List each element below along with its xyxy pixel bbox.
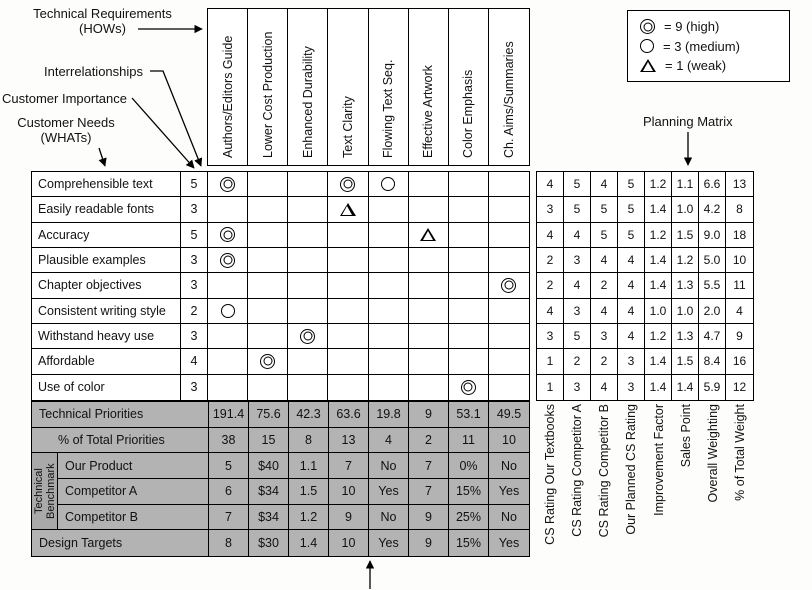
relationship-cell [328,172,368,197]
legend-item [640,39,777,54]
planning-cell: 1.2 [645,172,672,197]
relationship-cell [288,223,328,248]
high-relationship-icon [501,278,516,293]
relationship-cell [288,324,328,349]
relationship-cell [369,375,409,400]
technical-benchmark-label: Technical Benchmark [32,463,57,520]
planning-cell: 5.5 [699,273,726,298]
planning-cell: 4 [618,273,645,298]
benchmark-value: 0% [449,453,489,479]
planning-cell: 4 [591,248,618,273]
relationship-cell [328,273,368,298]
weak-relationship-icon [420,228,436,241]
planning-cell: 4.2 [699,197,726,222]
relationship-cell [328,197,368,222]
arrow-to-customer-importance [132,98,194,168]
technical-requirements-header [207,8,530,166]
legend-label: = 1 (weak) [665,57,727,73]
customer-importance-value: 3 [181,248,207,273]
whats-label: (WHATs) [40,130,92,145]
planning-column-label: Our Planned CS Rating [624,404,639,535]
planning-cell: 8.4 [699,349,726,374]
relationship-cell [208,248,248,273]
relationship-cell [369,248,409,273]
technical-requirement-column [208,9,248,165]
planning-cell: 5 [618,223,645,248]
planning-cell: 4 [591,172,618,197]
benchmark-row-label: Competitor A [58,479,209,505]
technical-priority-value: 75.6 [249,402,289,428]
planning-cell: 12 [732,380,747,395]
relationship-cell [409,375,449,400]
planning-cell: 3 [618,375,645,400]
relationship-cell [328,324,368,349]
planning-cell: 3 [564,299,591,324]
planning-cell: 4 [537,172,564,197]
customer-importance-value: 5 [181,172,207,197]
planning-cell: 4 [591,375,618,400]
customer-need-label: Plausible examples [32,248,181,273]
customer-need-label: Withstand heavy use [32,324,181,349]
customer-needs-label: Customer Needs [17,115,115,130]
relationship-cell [288,197,328,222]
relationship-cell [208,375,248,400]
planning-cell: 18 [726,223,753,248]
relationship-cell [449,197,489,222]
planning-cell: 1.5 [672,349,699,374]
planning-cell: 3 [564,248,591,273]
relationship-cell [328,375,368,400]
benchmark-row-label: Our Product [58,453,209,479]
customer-importance-value: 3 [181,273,207,298]
design-target-value: 10 [329,530,369,556]
relationship-cell [369,197,409,222]
benchmark-value: 7 [409,479,449,505]
planning-cell: 5 [564,197,591,222]
pct-total-priorities-label: % of Total Priorities [32,428,209,454]
relationship-cell [449,248,489,273]
technical-requirement-column [288,9,328,165]
customer-importance-value: 2 [181,299,207,324]
high-relationship-icon [300,329,315,344]
planning-cell: 1.4 [672,375,699,400]
high-relationship-icon [220,177,235,192]
planning-cell: 3 [618,349,645,374]
relationship-cell [288,248,328,273]
benchmark-value: 1.2 [289,505,329,531]
planning-cell: 4 [537,223,564,248]
planning-cell: 2 [591,349,618,374]
relationship-cell [489,349,529,374]
planning-cell: 4.7 [699,324,726,349]
design-target-value: $30 [249,530,289,556]
benchmark-row-label: Competitor B [58,505,209,531]
planning-cell: 4 [618,299,645,324]
technical-requirement-column [449,9,489,165]
relationship-cell [489,172,529,197]
design-targets-label: Design Targets [32,530,209,556]
weak-relationship-icon [340,203,356,216]
customer-need-label: Affordable [32,349,181,374]
technical-requirements-annotation [15,6,190,36]
technical-priority-value: 53.1 [449,402,489,428]
planning-cell: 5.9 [699,375,726,400]
relationship-cell [449,223,489,248]
planning-cell: 1.2 [645,223,672,248]
planning-cell: 1.4 [645,273,672,298]
technical-requirement-column [369,9,409,165]
planning-cell: 16 [726,349,753,374]
planning-cell: 2 [564,349,591,374]
technical-requirement-label: Effective Artwork [421,65,436,158]
design-target-value: 15% [449,530,489,556]
planning-cell: 4 [618,248,645,273]
technical-priority-value: 9 [409,402,449,428]
planning-cell: 13 [726,172,753,197]
planning-cell: 1.3 [672,324,699,349]
technical-requirement-label: Ch. Aims/Summaries [501,41,516,158]
benchmark-value: 15% [449,479,489,505]
relationship-cell [489,375,529,400]
high-symbol-icon [640,19,655,34]
customer-importance-value: 3 [181,324,207,349]
relationship-cell [248,172,288,197]
planning-cell: 5 [618,172,645,197]
medium-relationship-icon [381,177,395,191]
planning-column-label: Overall Weighting [706,404,721,503]
technical-section [31,401,530,557]
pct-total-priority-value: 13 [329,428,369,454]
benchmark-value: No [489,453,529,479]
relationship-cell [288,299,328,324]
relationship-cell [489,324,529,349]
planning-cell: 9.0 [699,223,726,248]
relationship-cell [449,299,489,324]
planning-cell: 1.4 [645,349,672,374]
relationship-cell [369,223,409,248]
benchmark-value: 9 [409,505,449,531]
planning-cell: 5 [564,172,591,197]
pct-total-priority-value: 4 [369,428,409,454]
relationship-cell [288,273,328,298]
benchmark-value: 9 [329,505,369,531]
relationship-cell [409,223,449,248]
benchmark-value: 7 [329,453,369,479]
planning-cell: 1.0 [645,299,672,324]
planning-cell: 2.0 [699,299,726,324]
planning-cell: 1 [537,349,564,374]
customer-need-label: Use of color [32,375,181,400]
high-relationship-icon [260,354,275,369]
planning-cell: 2 [537,273,564,298]
relationship-cell [489,197,529,222]
technical-requirement-column [328,9,368,165]
benchmark-value: No [369,453,409,479]
planning-cell: 4 [537,299,564,324]
planning-column-label: Sales Point [678,404,693,468]
relationship-cell [208,197,248,222]
planning-cell: 2 [591,273,618,298]
relationship-cell [449,349,489,374]
benchmark-value: 25% [449,505,489,531]
relationship-cell [489,248,529,273]
planning-cell: 1.0 [672,299,699,324]
planning-cell: 1 [537,375,564,400]
relationship-cell [208,273,248,298]
pct-total-priority-value: 10 [489,428,529,454]
planning-cell: 6.6 [699,172,726,197]
high-relationship-icon [220,227,235,242]
technical-requirement-label: Text Clarity [340,96,355,158]
pct-total-priority-value: 11 [449,428,489,454]
customer-need-label: Consistent writing style [32,299,181,324]
planning-cell: 10 [726,248,753,273]
planning-cell: 1.1 [672,172,699,197]
planning-cell: 1.0 [672,197,699,222]
technical-requirement-column [489,9,529,165]
technical-requirements-label: Technical Requirements [33,6,172,21]
planning-cell: 11 [726,273,753,298]
arrow-to-interrelationships [150,71,201,166]
legend-item [640,19,777,34]
benchmark-value: 6 [209,479,249,505]
planning-column-label: CS Rating Competitor A [569,404,584,537]
relationship-cell [489,299,529,324]
benchmark-value: Yes [369,479,409,505]
planning-cell: 5 [564,324,591,349]
planning-matrix [536,171,754,401]
technical-priority-value: 19.8 [369,402,409,428]
design-target-value: Yes [369,530,409,556]
relationship-cell [409,248,449,273]
relationship-cell [248,375,288,400]
high-relationship-icon [461,380,476,395]
arrow-to-customer-needs [99,148,105,166]
relationship-cell [369,299,409,324]
relationship-cell [369,349,409,374]
relationship-cell [288,375,328,400]
planning-matrix-annotation: Planning Matrix [643,114,733,129]
planning-cell: 1.3 [672,273,699,298]
technical-requirement-column [248,9,288,165]
legend [627,10,790,82]
planning-cell: 4 [564,273,591,298]
planning-column-label: CS Rating Our Textbooks [542,404,557,545]
customer-importance-value: 4 [181,349,207,374]
design-target-value: 8 [209,530,249,556]
pct-total-priority-value: 8 [289,428,329,454]
design-target-value: 9 [409,530,449,556]
planning-cell: 4 [618,324,645,349]
planning-cell: 5.0 [699,248,726,273]
customer-importance-value: 3 [181,197,207,222]
weak-symbol-icon [640,59,656,72]
planning-cell: 1.4 [645,197,672,222]
benchmark-value: No [369,505,409,531]
relationship-cell [449,375,489,400]
design-target-value: 1.4 [289,530,329,556]
planning-cell: 1.5 [672,223,699,248]
relationship-cell [248,248,288,273]
hows-label: (HOWs) [79,21,126,36]
interrelationships-annotation: Interrelationships [44,64,143,79]
customer-need-label: Chapter objectives [32,273,181,298]
relationship-cell [248,299,288,324]
technical-requirement-label: Enhanced Durability [300,46,315,158]
customer-importance-annotation: Customer Importance [2,91,127,106]
planning-cell: 3 [591,324,618,349]
customer-importance-value: 3 [190,380,198,395]
benchmark-value: $40 [249,453,289,479]
relationship-cell [208,324,248,349]
technical-priority-value: 42.3 [289,402,329,428]
relationship-cell [288,349,328,374]
planning-column-label: Improvement Factor [651,404,666,516]
technical-requirement-label: Color Emphasis [461,69,476,158]
relationship-cell [449,273,489,298]
customer-needs-table [31,171,208,401]
technical-requirement-label: Flowing Text Seq. [381,59,396,158]
relationship-cell [409,197,449,222]
benchmark-value: 7 [209,505,249,531]
planning-cell: 5 [618,197,645,222]
planning-cell: 3 [537,324,564,349]
relationship-cell [328,223,368,248]
planning-cell: 8 [726,197,753,222]
customer-need-label: Comprehensible text [32,172,181,197]
benchmark-value: 5 [209,453,249,479]
medium-relationship-icon [221,304,235,318]
relationship-cell [208,172,248,197]
relationship-cell [288,172,328,197]
benchmark-value: 7 [409,453,449,479]
planning-cell: 2 [537,248,564,273]
benchmark-value: Yes [489,479,529,505]
technical-benchmark-cell [32,453,58,530]
planning-cell: 1.4 [645,248,672,273]
planning-cell: 4 [591,299,618,324]
relationship-cell [409,273,449,298]
planning-cell: 9 [726,324,753,349]
relationship-cell [489,223,529,248]
planning-cell: 3 [537,197,564,222]
benchmark-value: 1.1 [289,453,329,479]
legend-label: = 3 (medium) [663,38,740,54]
planning-cell: 4 [564,223,591,248]
high-relationship-icon [340,177,355,192]
relationship-cell [328,248,368,273]
relationship-cell [248,223,288,248]
technical-requirement-column [409,9,449,165]
planning-cell: 5 [591,223,618,248]
pct-total-priority-value: 15 [249,428,289,454]
pct-total-priority-value: 2 [409,428,449,454]
medium-symbol-icon [640,39,654,53]
technical-priority-value: 63.6 [329,402,369,428]
relationship-cell [208,299,248,324]
relationship-cell [248,324,288,349]
benchmark-value: 10 [329,479,369,505]
benchmark-value: $34 [249,505,289,531]
planning-column-labels [536,404,754,588]
relationship-cell [449,324,489,349]
relationship-cell [328,349,368,374]
relationship-cell [328,299,368,324]
relationship-cell [409,324,449,349]
legend-label: = 9 (high) [664,19,720,35]
legend-item [640,58,777,73]
relationship-cell [409,349,449,374]
planning-cell: 3 [564,375,591,400]
planning-cell: 4 [726,299,753,324]
relationship-cell [248,273,288,298]
technical-priorities-label: Technical Priorities [32,402,209,428]
technical-priority-value: 49.5 [489,402,529,428]
relationship-cell [248,349,288,374]
planning-column-label: % of Total Weight [733,404,748,501]
relationship-cell [449,172,489,197]
benchmark-value: $34 [249,479,289,505]
planning-cell: 1.4 [645,375,672,400]
pct-total-priority-value: 38 [209,428,249,454]
planning-cell: 5 [591,197,618,222]
high-relationship-icon [220,253,235,268]
relationship-cell [369,324,409,349]
customer-needs-annotation [10,115,122,145]
relationship-cell [248,197,288,222]
relationship-cell [208,223,248,248]
planning-cell: 1.2 [672,248,699,273]
relationship-cell [208,349,248,374]
relationship-matrix [207,171,530,401]
customer-need-label: Accuracy [32,223,181,248]
relationship-cell [369,273,409,298]
relationship-cell [409,299,449,324]
technical-requirement-label: Lower Cost Production [260,31,275,158]
customer-need-label: Easily readable fonts [32,197,181,222]
benchmark-value: No [489,505,529,531]
technical-priority-value: 191.4 [209,402,249,428]
relationship-cell [369,172,409,197]
relationship-cell [489,273,529,298]
technical-requirement-label: Authors/Editors Guide [220,35,235,158]
relationship-cell [409,172,449,197]
design-target-value: Yes [498,536,520,551]
customer-importance-value: 5 [181,223,207,248]
planning-column-label: CS Rating Competitor B [597,404,612,538]
planning-cell: 1.2 [645,324,672,349]
benchmark-value: 1.5 [289,479,329,505]
